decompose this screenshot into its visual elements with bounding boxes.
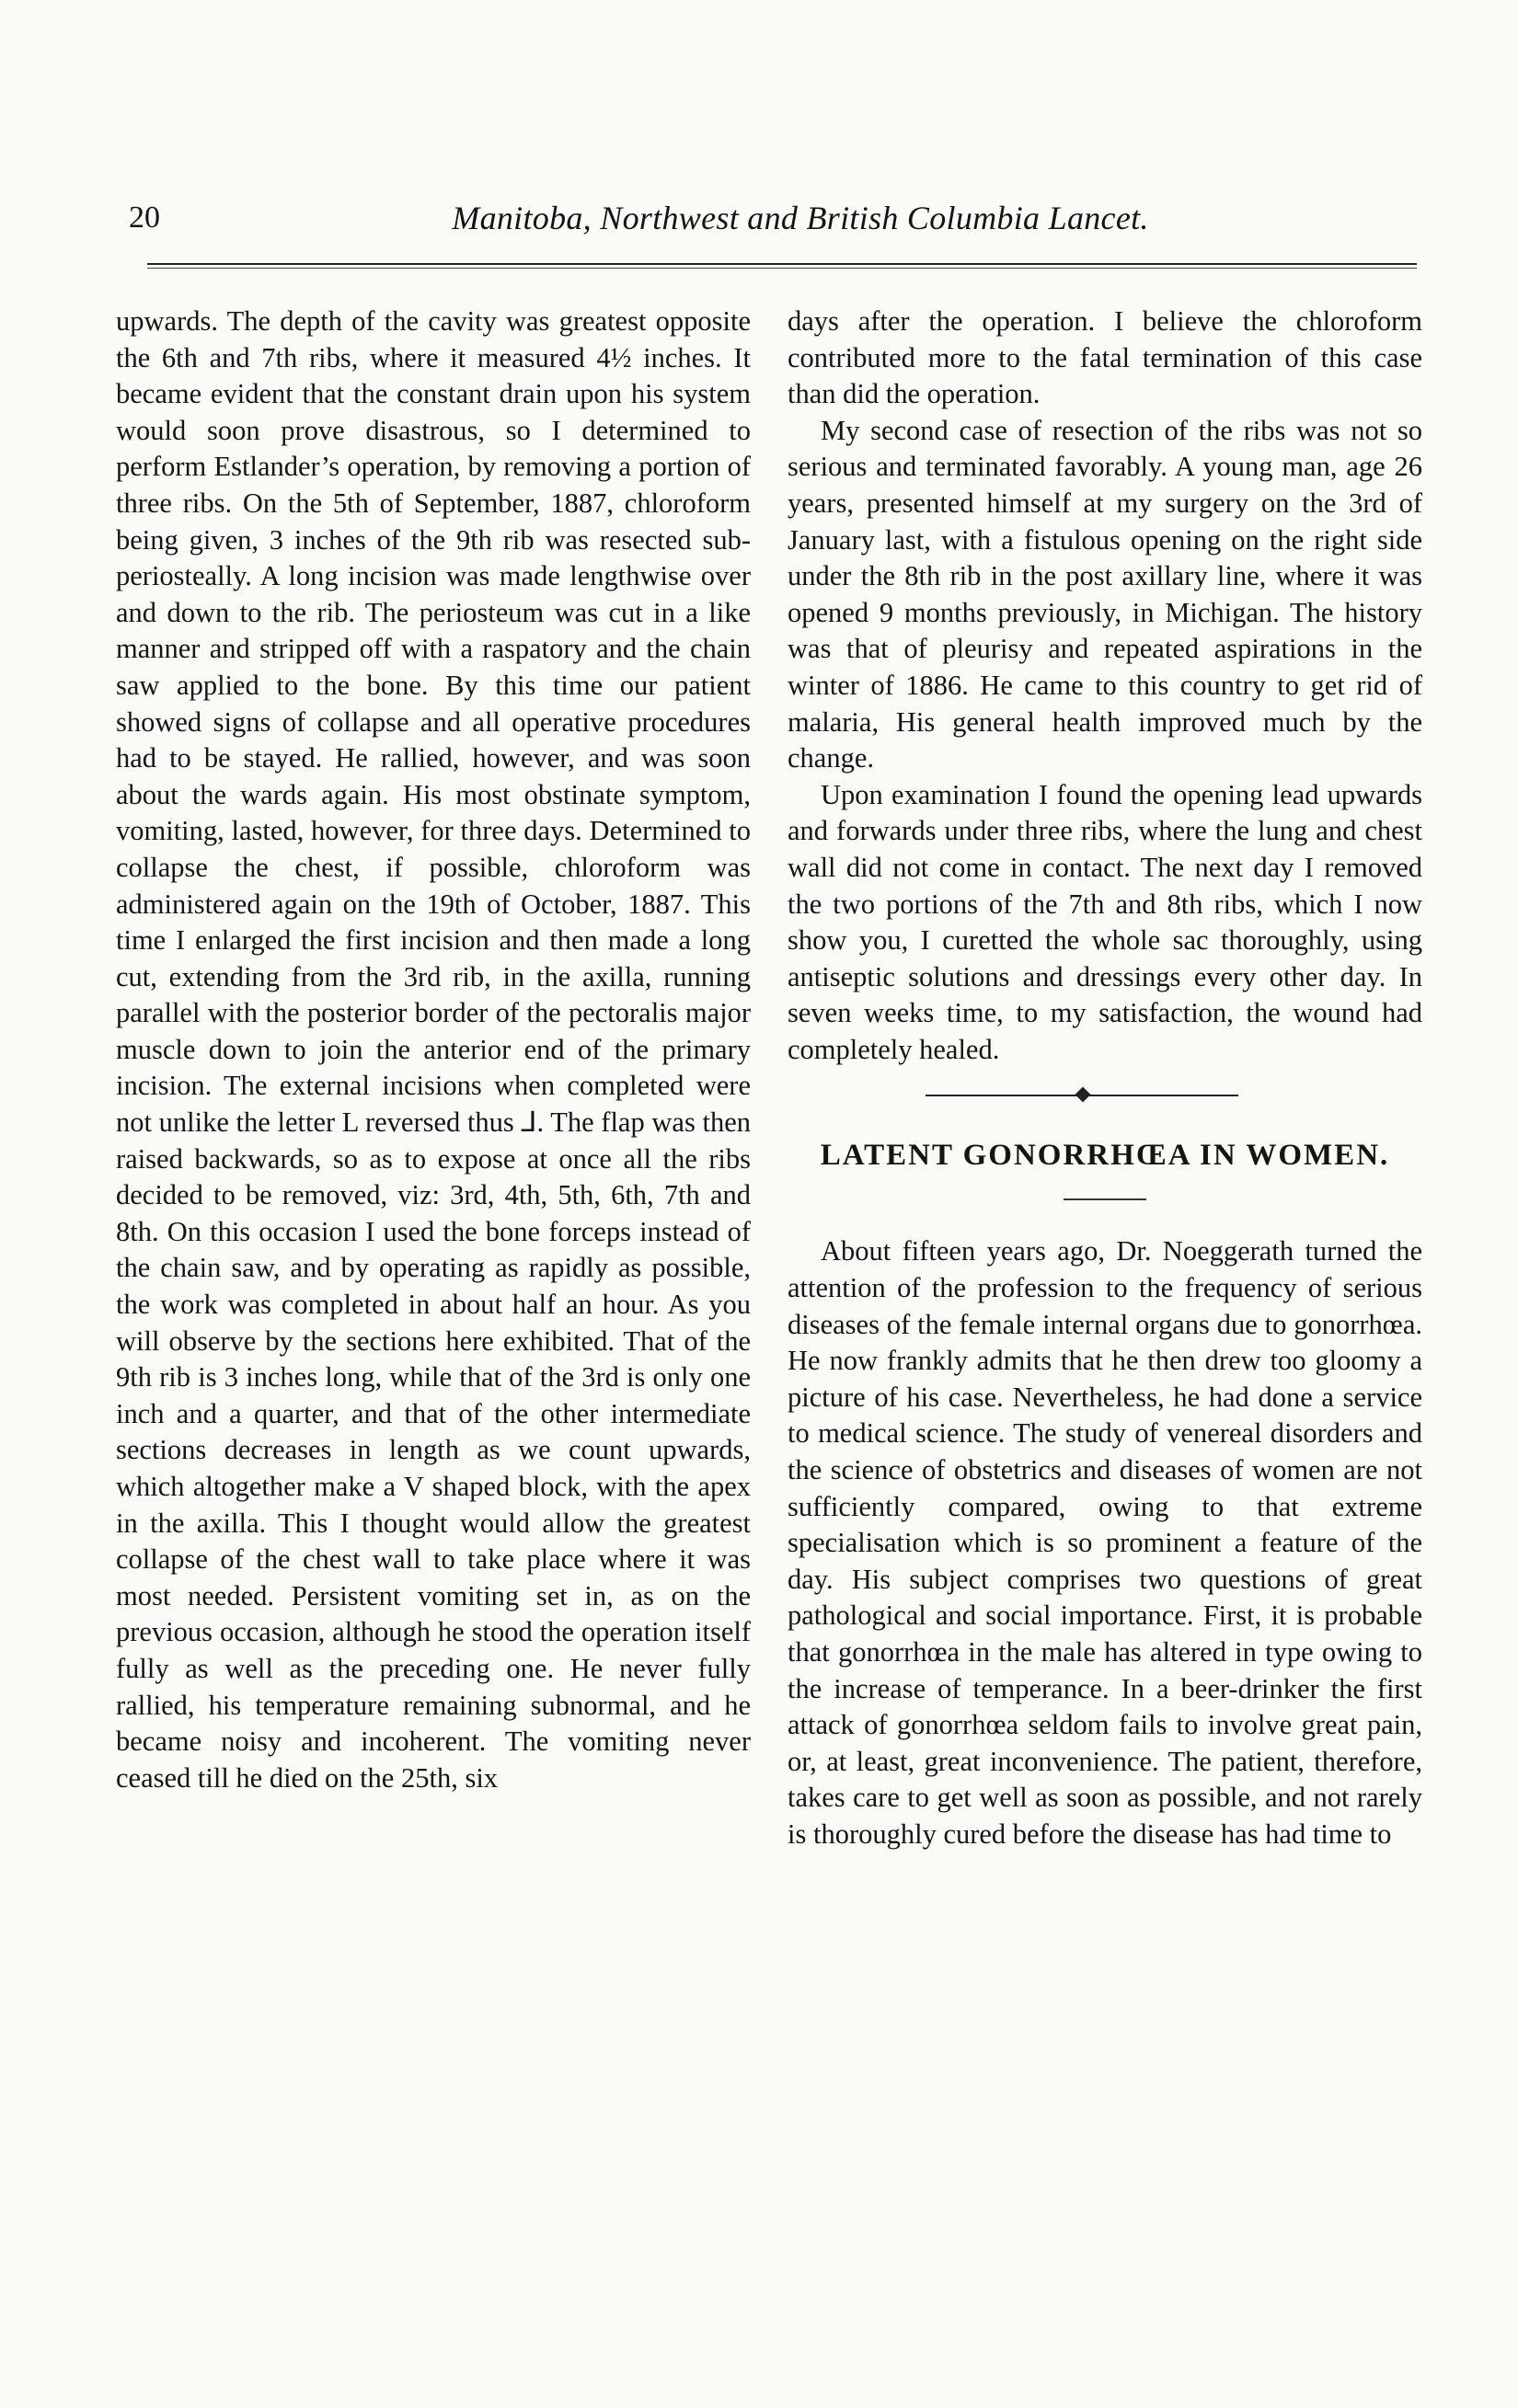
- section-separator: [788, 1086, 1422, 1105]
- right-column: [788, 304, 1422, 1853]
- running-title: Manitoba, Northwest and British Columbia Lancet.: [452, 200, 1149, 236]
- paragraph: About fifteen years ago, Dr. Noeggerath turned the attention of the profession to the frequency of serious diseases of the female internal organs due to gonorrhœa. He now frankly admits that he then drew too gloomy a picture of his case. Nevertheless, he had done a service to medical science. The study of venereal disorders and the science of obstetrics and diseases of women are not sufficiently compared, owing to that extreme specialisation which is so prominent a feature of the day. His subject comprises two questions of great pathological and social importance. First, it is probable that gonorrhœa in the male has altered in type owing to the increase of temperance. In a beer-drinker the first attack of gonorrhœa seldom fails to involve great pain, or, at least, great inconvenience. The patient, therefore, takes care to get well as soon as possible, and not rarely is thoroughly cured before the disease has had time to: [788, 1235, 1422, 1850]
- paragraph: upwards. The depth of the cavity was greatest opposite the 6th and 7th ribs, where it measured 4½ inches. It became evident that the constant drain upon his system would soon prove disastrous, so I determined to perform Estlander’s operation, by removing a portion of three ribs. On the 5th of September, 1887, chloroform being given, 3 inches of the 9th rib was resected sub-periosteally. A long incision was made lengthwise over and down to the rib. The periosteum was cut in a like manner and stripped off with a raspatory and the chain saw applied to the bone. By this time our patient showed signs of collapse and all operative procedures had to be stayed. He rallied, however, and was soon about the wards again. His most obstinate symptom, vomiting, lasted, however, for three days. Determined to collapse the chest, if possible, chloroform was administered again on the 19th of October, 1887. This time I enlarged the first incision and then made a long cut, extending from the 3rd rib, in the axilla, running parallel with the posterior border of the pectoralis major muscle down to join the anterior end of the primary incision. The external incisions when completed were not unlike the letter L reversed thus ⅃. The flap was then raised backwards, so as to expose at once all the ribs decided to be removed, viz: 3rd, 4th, 5th, 6th, 7th and 8th. On this occasion I used the bone forceps instead of the chain saw, and by operating as rapidly as possible, the work was completed in about half an hour. As you will observe by the sections here exhibited. That of the 9th rib is 3 inches long, while that of the 3rd is only one inch and a quarter, and that of the other intermediate sections decreases in length as we count upwards, which altogether make a V shaped block, with the apex in the axilla. This I thought would allow the greatest collapse of the chest wall to take place where it was most needed. Persistent vomiting set in, as on the previous occasion, although he stood the operation itself fully as well as the preceding one. He never fully rallied, his temperature remaining subnormal, and he became noisy and incoherent. The vomiting never ceased till he died on the 25th, six: [116, 305, 751, 1794]
- paragraph: days after the operation. I believe the chloroform contributed more to the fatal termination of this case than did the operation.: [788, 305, 1422, 410]
- page-number: 20: [129, 201, 160, 235]
- page-header: [129, 195, 1417, 250]
- paragraph: My second case of resection of the ribs was not so serious and terminated favorably. A young man, age 26 years, presented himself at my surgery on the 3rd of January last, with a fistulous opening on the right side under the 8th rib in the post axillary line, where it was opened 9 months previously, in Michigan. The history was that of pleurisy and repeated aspirations in the winter of 1886. He came to this country to get rid of malaria, His general health improved much by the change.: [788, 414, 1422, 774]
- separator-ornament: [1075, 1087, 1091, 1103]
- header-rule: [147, 263, 1417, 269]
- title-rule: [1064, 1198, 1146, 1200]
- paragraph: Upon examination I found the opening lead upwards and forwards under three ribs, where the lung and chest wall did not come in contact. The next day I removed the two portions of the 7th and 8th ribs, which I now show you, I curetted the whole sac thoroughly, using antiseptic solutions and dressings every other day. In seven weeks time, to my satisfaction, the wound had completely healed.: [788, 778, 1422, 1065]
- article-title: LATENT GONORRHŒA IN WOMEN.: [820, 1139, 1390, 1173]
- left-column: [116, 304, 751, 1796]
- article-body: [788, 1233, 1422, 1852]
